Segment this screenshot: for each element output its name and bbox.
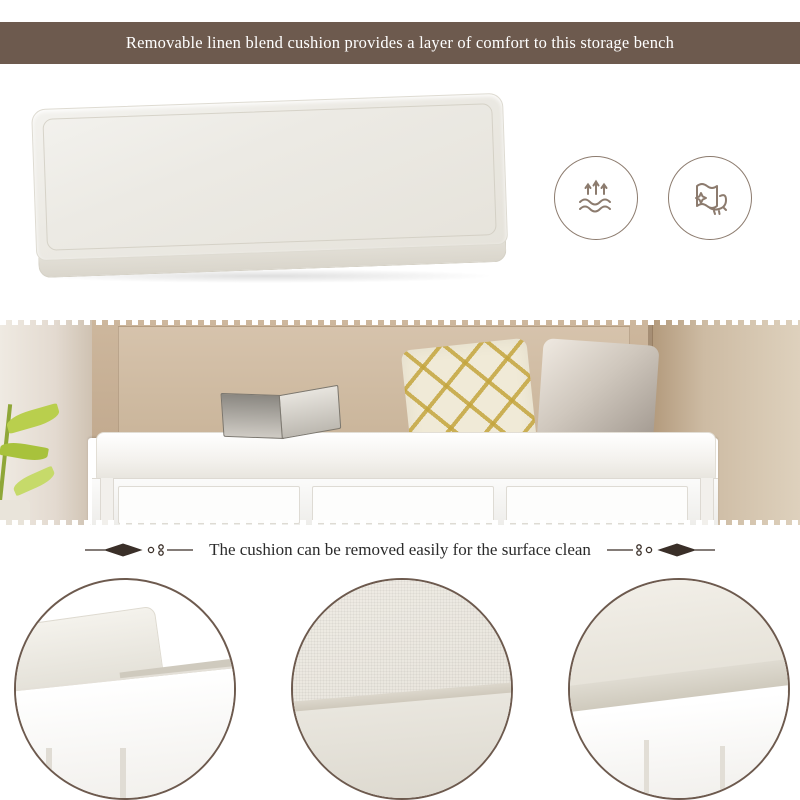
- plant-leaf: [0, 440, 49, 463]
- fabric-texture-detail: [291, 578, 513, 800]
- hero-product-image: [0, 64, 800, 320]
- cushion-edge-detail: [568, 578, 790, 800]
- bench-seam: [720, 746, 725, 800]
- feature-icon-group: [554, 156, 752, 240]
- caption-text: The cushion can be removed easily for the surface clean: [209, 540, 591, 559]
- banner-text: Removable linen blend cushion provides a layer of comfort to this storage bench: [125, 33, 675, 52]
- bench-seam: [644, 740, 649, 800]
- plant-leaf: [5, 403, 62, 434]
- photo-bottom-edge: [0, 520, 800, 525]
- magazine-left-page: [220, 393, 283, 439]
- open-magazine: [221, 388, 340, 438]
- bench-cushion: [96, 432, 716, 481]
- breathable-icon: [554, 156, 638, 240]
- detail-shot-group: [0, 572, 800, 800]
- top-banner: [0, 22, 800, 64]
- cushion-product: [31, 93, 507, 284]
- photo-top-edge: [0, 320, 800, 325]
- bench-leg: [700, 478, 714, 525]
- caption-row: [0, 528, 800, 572]
- easy-clean-icon: [668, 156, 752, 240]
- plant-leaf: [11, 466, 57, 497]
- cushion-top-surface: [31, 93, 508, 261]
- bench-drawer: [118, 486, 300, 524]
- bench-seam: [120, 748, 126, 800]
- bench-drawer: [506, 486, 688, 524]
- bench-seam: [46, 748, 52, 800]
- cushion-seam: [42, 103, 496, 251]
- ornament-right-icon: [605, 542, 717, 558]
- cushion-corner-detail: [14, 578, 236, 800]
- lifestyle-photo: [0, 320, 800, 525]
- ornament-left-icon: [83, 542, 195, 558]
- plant: [0, 404, 86, 525]
- bench-drawer: [312, 486, 494, 524]
- bench-leg: [100, 478, 114, 525]
